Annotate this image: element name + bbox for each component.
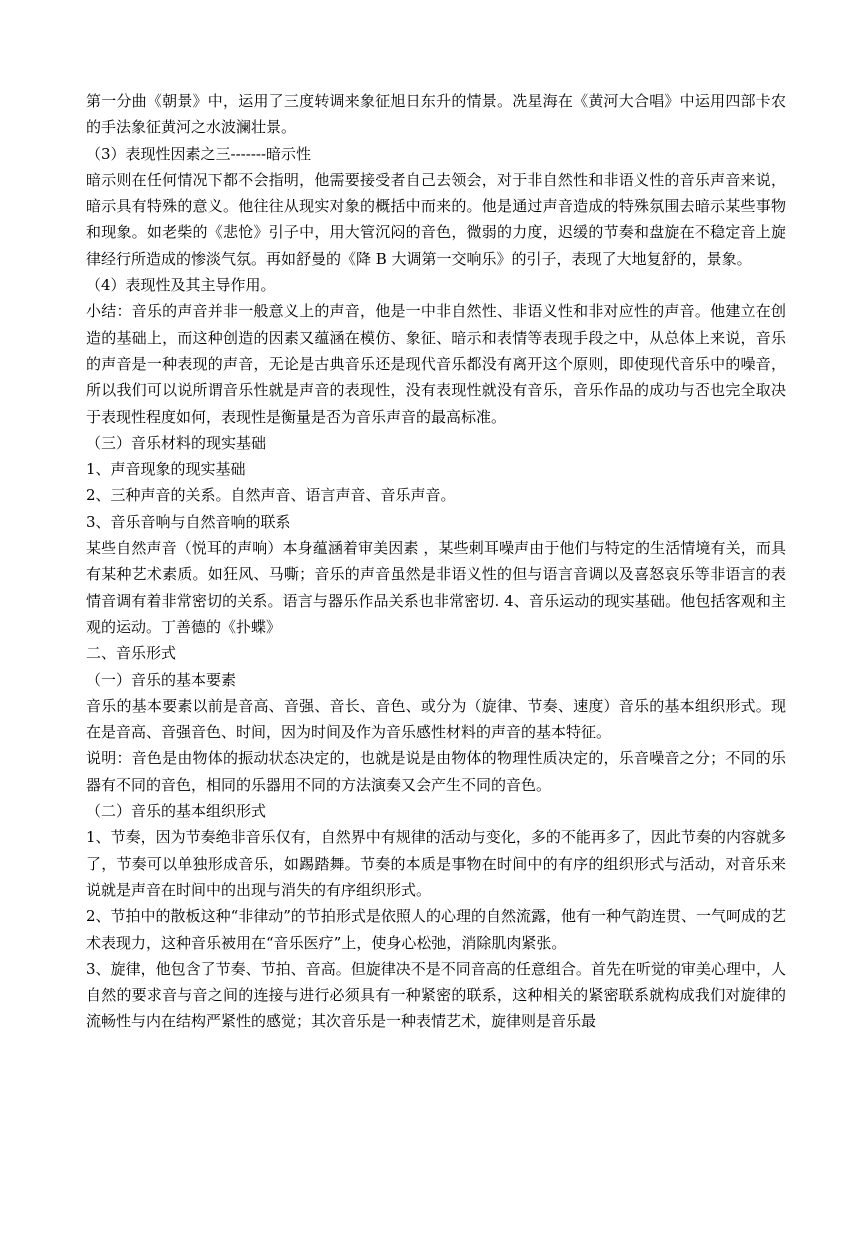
paragraph: 音乐的基本要素以前是音高、音强、音长、音色、或分为（旋律、节奏、速度）音乐的基本组织形式。现在是音高、音强音色、时间，因为时间及作为音乐感性材料的声音的基本特征。: [86, 696, 786, 742]
section-heading: （3）表现性因素之三-------暗示性: [86, 144, 312, 163]
list-item: 1、声音现象的现实基础: [86, 460, 246, 479]
section-heading: 二、音乐形式: [86, 644, 177, 663]
list-item: 2、三种声音的关系。自然声音、语言声音、音乐声音。: [86, 486, 456, 505]
section-heading: （4）表现性及其主导作用。: [86, 276, 276, 295]
paragraph: 说明：音色是由物体的振动状态决定的，也就是说是由物体的物理性质决定的，乐音噪音之分；不同的乐器有不同的音色，相同的乐器用不同的方法演奏又会产生不同的音色。: [86, 749, 786, 794]
paragraph: 暗示则在任何情况下都不会指明，他需要接受者自己去领会，对于非自然性和非语义性的音乐声音来说，暗示具有特殊的意义。他往往从现实对象的概括中而来的。他是通过声音造成的特殊氛围去暗示某些事物和现象。如老柴的《悲怆》引子中，用大管沉闷的音色，微弱的力度，迟缓的节奏和盘旋在不稳定音上旋律经行所造成的惨淡气氛。再如舒曼的《降 B 大调第一交响乐》的引子，表现了大地复舒的，景象。: [86, 170, 786, 268]
list-item: 2、节拍中的散板这种“非律动”的节拍形式是依照人的心理的自然流露，他有一种气韵连贯、一气呵成的艺术表现力，这种音乐被用在“音乐医疗”上，使身心松弛，消除肌肉紧张。: [86, 907, 786, 952]
paragraph: 某些自然声音（悦耳的声响）本身蕴涵着审美因素 ，某些刺耳噪声由于他们与特定的生活情境有关，而具有某种艺术素质。如狂风、马嘶；音乐的声音虽然是非语义性的但与语言音调以及喜怒哀乐等非语言的表情音调有着非常密切的关系。语言与器乐作品关系也非常密切. 4、音乐运动的现实基础。他包括客观和主观的运动。丁善德的《扑蝶》: [86, 539, 786, 636]
section-heading: （三）音乐材料的现实基础: [86, 433, 267, 452]
section-heading: （二）音乐的基本组织形式: [86, 802, 267, 821]
section-heading: （一）音乐的基本要素: [86, 670, 237, 689]
list-item: 3、音乐音响与自然音响的联系: [86, 512, 291, 531]
paragraph: 小结：音乐的声音并非一般意义上的声音，他是一中非自然性、非语义性和非对应性的声音。他建立在创造的基础上，而这种创造的因素又蕴涵在模仿、象征、暗示和表情等表现手段之中，从总体上来说，音乐的声音是一种表现的声音，无论是古典音乐还是现代音乐都没有离开这个原则，即使现代音乐中的噪音，所以我们可以说所谓音乐性就是声音的表现性，没有表现性就没有音乐，音乐作品的成功与否也完全取决于表现性程度如何，表现性是衡量是否为音乐声音的最高标准。: [86, 302, 786, 426]
list-item: 1、节奏，因为节奏绝非音乐仅有，自然界中有规律的活动与变化，多的不能再多了，因此节奏的内容就多了，节奏可以单独形成音乐，如踢踏舞。节奏的本质是事物在时间中的有序的组织形式与活动，对音乐来说就是声音在时间中的出现与消失的有序组织形式。: [86, 828, 786, 899]
document-body: [86, 88, 786, 1035]
paragraph: 第一分曲《朝景》中，运用了三度转调来象征旭日东升的情景。冼星海在《黄河大合唱》中运用四部卡农的手法象征黄河之水波澜壮景。: [86, 92, 786, 137]
list-item: 3、旋律，他包含了节奏、节拍、音高。但旋律决不是不同音高的任意组合。首先在听觉的审美心理中，人自然的要求音与音之间的连接与进行必须具有一种紧密的联系，这种相关的紧密联系就构成我们对旋律的流畅性与内在结构严紧性的感觉；其次音乐是一种表情艺术，旋律则是音乐最: [86, 959, 786, 1031]
